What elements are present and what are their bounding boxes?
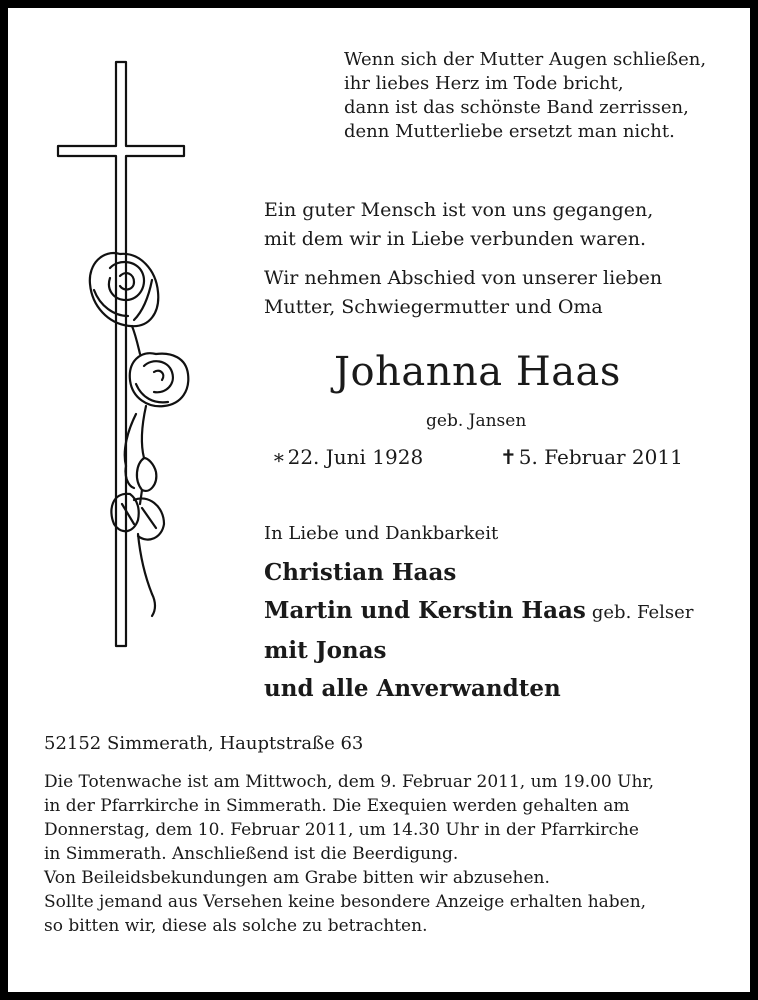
birth-date-text: 22. Juni 1928 [287,445,424,469]
details-line: in der Pfarrkirche in Simmerath. Die Exequien werden gehalten am [44,796,630,816]
poem-line: dann ist das schönste Band zerrissen, [344,97,689,118]
birth-star-icon: ∗ [272,445,286,469]
details-line: Von Beileidsbekundungen am Grabe bitten wir abzusehen. [44,868,550,888]
death-cross-icon: ✝ [500,445,517,469]
details-line: so bitten wir, diese als solche zu betrachten. [44,916,428,936]
mourner-maiden-name: geb. Felser [591,602,694,623]
details-line: Donnerstag, dem 10. Februar 2011, um 14.30 Uhr in der Pfarrkirche [44,820,639,840]
poem-line: ihr liebes Herz im Tode bricht, [344,73,624,94]
mourners-intro: In Liebe und Dankbarkeit [264,523,499,544]
intro-line: Wir nehmen Abschied von unserer lieben [264,267,663,289]
mourner-line: und alle Anverwandten [264,675,561,702]
intro-line: Mutter, Schwiegermutter und Oma [264,296,603,318]
mourner-line: mit Jonas [264,637,387,664]
cross-with-roses-icon [48,54,198,654]
death-date [500,444,683,470]
maiden-name: geb. Jansen [426,411,527,431]
mourner-name: Martin und Kerstin Haas [264,597,586,624]
details-line: Die Totenwache ist am Mittwoch, dem 9. Februar 2011, um 19.00 Uhr, [44,772,655,792]
poem [344,48,706,144]
address: 52152 Simmerath, Hauptstraße 63 [44,733,364,754]
birth-date [272,444,423,470]
intro-text [264,196,653,254]
poem-line: denn Mutterliebe ersetzt man nicht. [344,121,675,142]
mourner-line: Christian Haas [264,559,457,586]
details-line: Sollte jemand aus Versehen keine besondere Anzeige erhalten haben, [44,892,647,912]
intro-line: Ein guter Mensch ist von uns gegangen, [264,199,654,221]
farewell-text [264,264,662,322]
details-line: in Simmerath. Anschließend ist die Beerdigung. [44,844,459,864]
mourner-line [264,596,693,628]
intro-line: mit dem wir in Liebe verbunden waren. [264,228,647,250]
funeral-details [44,770,654,938]
deceased-name: Johanna Haas [334,349,621,395]
poem-line: Wenn sich der Mutter Augen schließen, [344,49,707,70]
death-date-text: 5. Februar 2011 [518,445,683,469]
